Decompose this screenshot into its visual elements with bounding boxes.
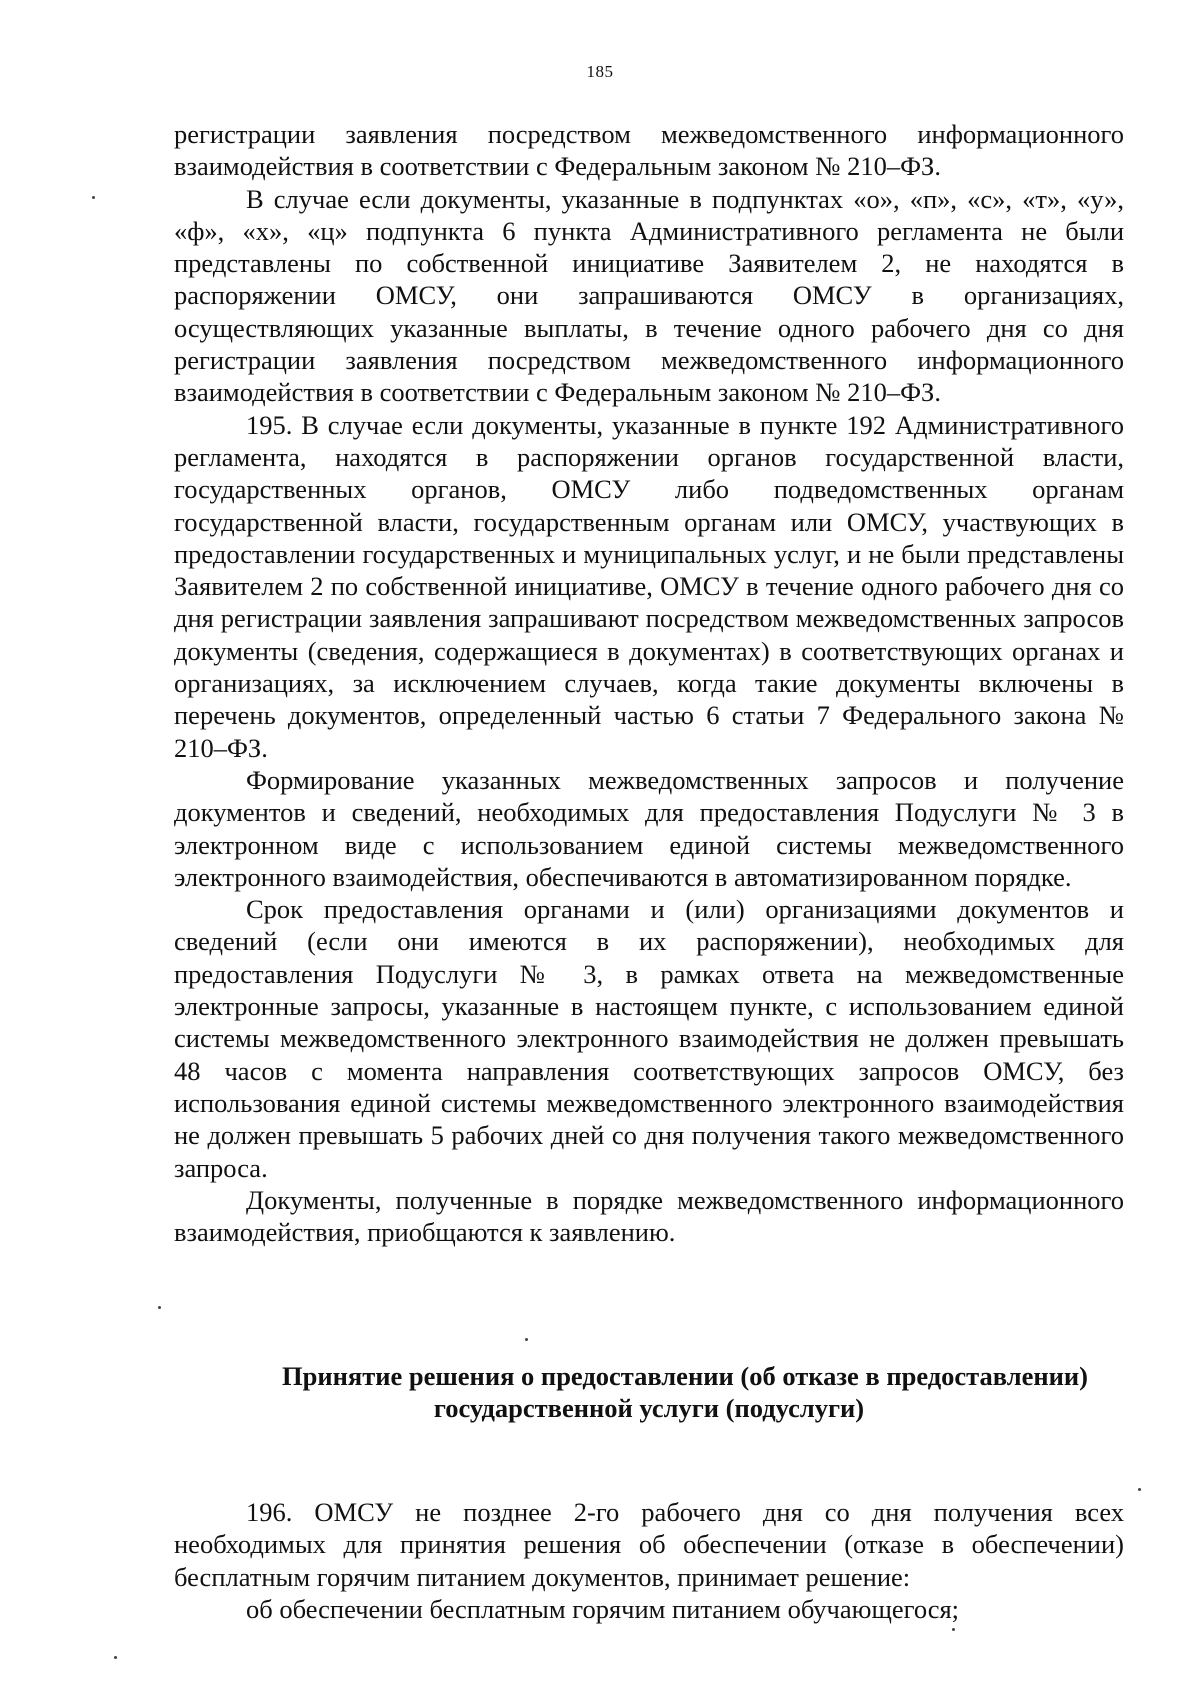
paragraph-response-deadline: Срок предоставления органами и (или) организациями документов и сведений (если они имеются в их распоряжении), необходимых для предоставления Подуслуги № 3, в рамках ответа на межведомственные электронные запросы, указанные в настоящем пункте, с использованием единой системы межведомственного электронного взаимодействия не должен превышать 48 часов с момента направления соответствующих запросов ОМСУ, без использования единой системы межведомственного электронного взаимодействия не должен превышать 5 рабочих дней со дня получения такого межведомственного запроса. [174,894,1124,1183]
page-number: 185 [586,62,614,81]
paragraph-clause-196: 196. ОМСУ не позднее 2-го рабочего дня со дня получения всех необходимых для принятия решения об обеспечении (отказе в обеспечении) бесплатным горячим питанием документов, принимает решение: [174,1497,1124,1592]
scan-speck [114,1656,117,1659]
section-heading [174,1360,1124,1424]
scan-speck [952,1628,955,1631]
scan-speck [158,1306,161,1309]
paragraph-decision-item: об обеспечении бесплатным горячим питанием обучающегося; [246,1593,960,1624]
tail-text [174,1496,1124,1625]
scan-speck [525,1338,528,1341]
scan-speck [1138,1488,1141,1491]
paragraph-documents-attached: Документы, полученные в порядке межведомственного информационного взаимодействия, приобщаются к заявлению. [174,1184,1124,1248]
paragraph-continuation: регистрации заявления посредством межведомственного информационного взаимодействия в соответствии с Федеральным законом № 210–ФЗ. [174,119,1124,182]
paragraph-clause-195: 195. В случае если документы, указанные в пункте 192 Административного регламента, находятся в распоряжении органов государственной власти, государственных органов, ОМСУ либо подведомственных органам государственной власти, государственным органам или ОМСУ, участвующих в предоставлении государственных и муниципальных услуг, и не были представлены Заявителем 2 по собственной инициативе, ОМСУ в течение одного рабочего дня со дня регистрации заявления запрашивают посредством межведомственных запросов документы (сведения, содержащиеся в документах) в соответствующих органах и организациях, за исключением случаев, когда такие документы включены в перечень документов, определенный частью 6 статьи 7 Федерального закона № 210–ФЗ. [174,409,1124,763]
paragraph-forming-requests: Формирование указанных межведомственных запросов и получение документов и сведений, необходимых для предоставления Подуслуги № 3 в электронном виде с использованием единой системы межведомственного электронного взаимодействия, обеспечиваются в автоматизированном порядке. [174,764,1124,892]
paragraph-subclause-documents: В случае если документы, указанные в подпунктах «о», «п», «с», «т», «у», «ф», «х», «ц» подпункта 6 пункта Административного регламента не были представлены по собственной инициативе Заявителем 2, не находятся в распоряжении ОМСУ, они запрашиваются ОМСУ в организациях, осуществляющих указанные выплаты, в течение одного рабочего дня со дня регистрации заявления посредством межведомственного информационного взаимодействия в соответствии с Федеральным законом № 210–ФЗ. [174,183,1124,408]
section-heading-line-2: государственной услуги (подуслуги) [433,1393,865,1423]
scan-speck [92,196,95,199]
section-heading-line-1: Принятие решения о предоставлении (об отказе в предоставлении) [282,1361,1088,1391]
body-text [174,118,1124,1248]
